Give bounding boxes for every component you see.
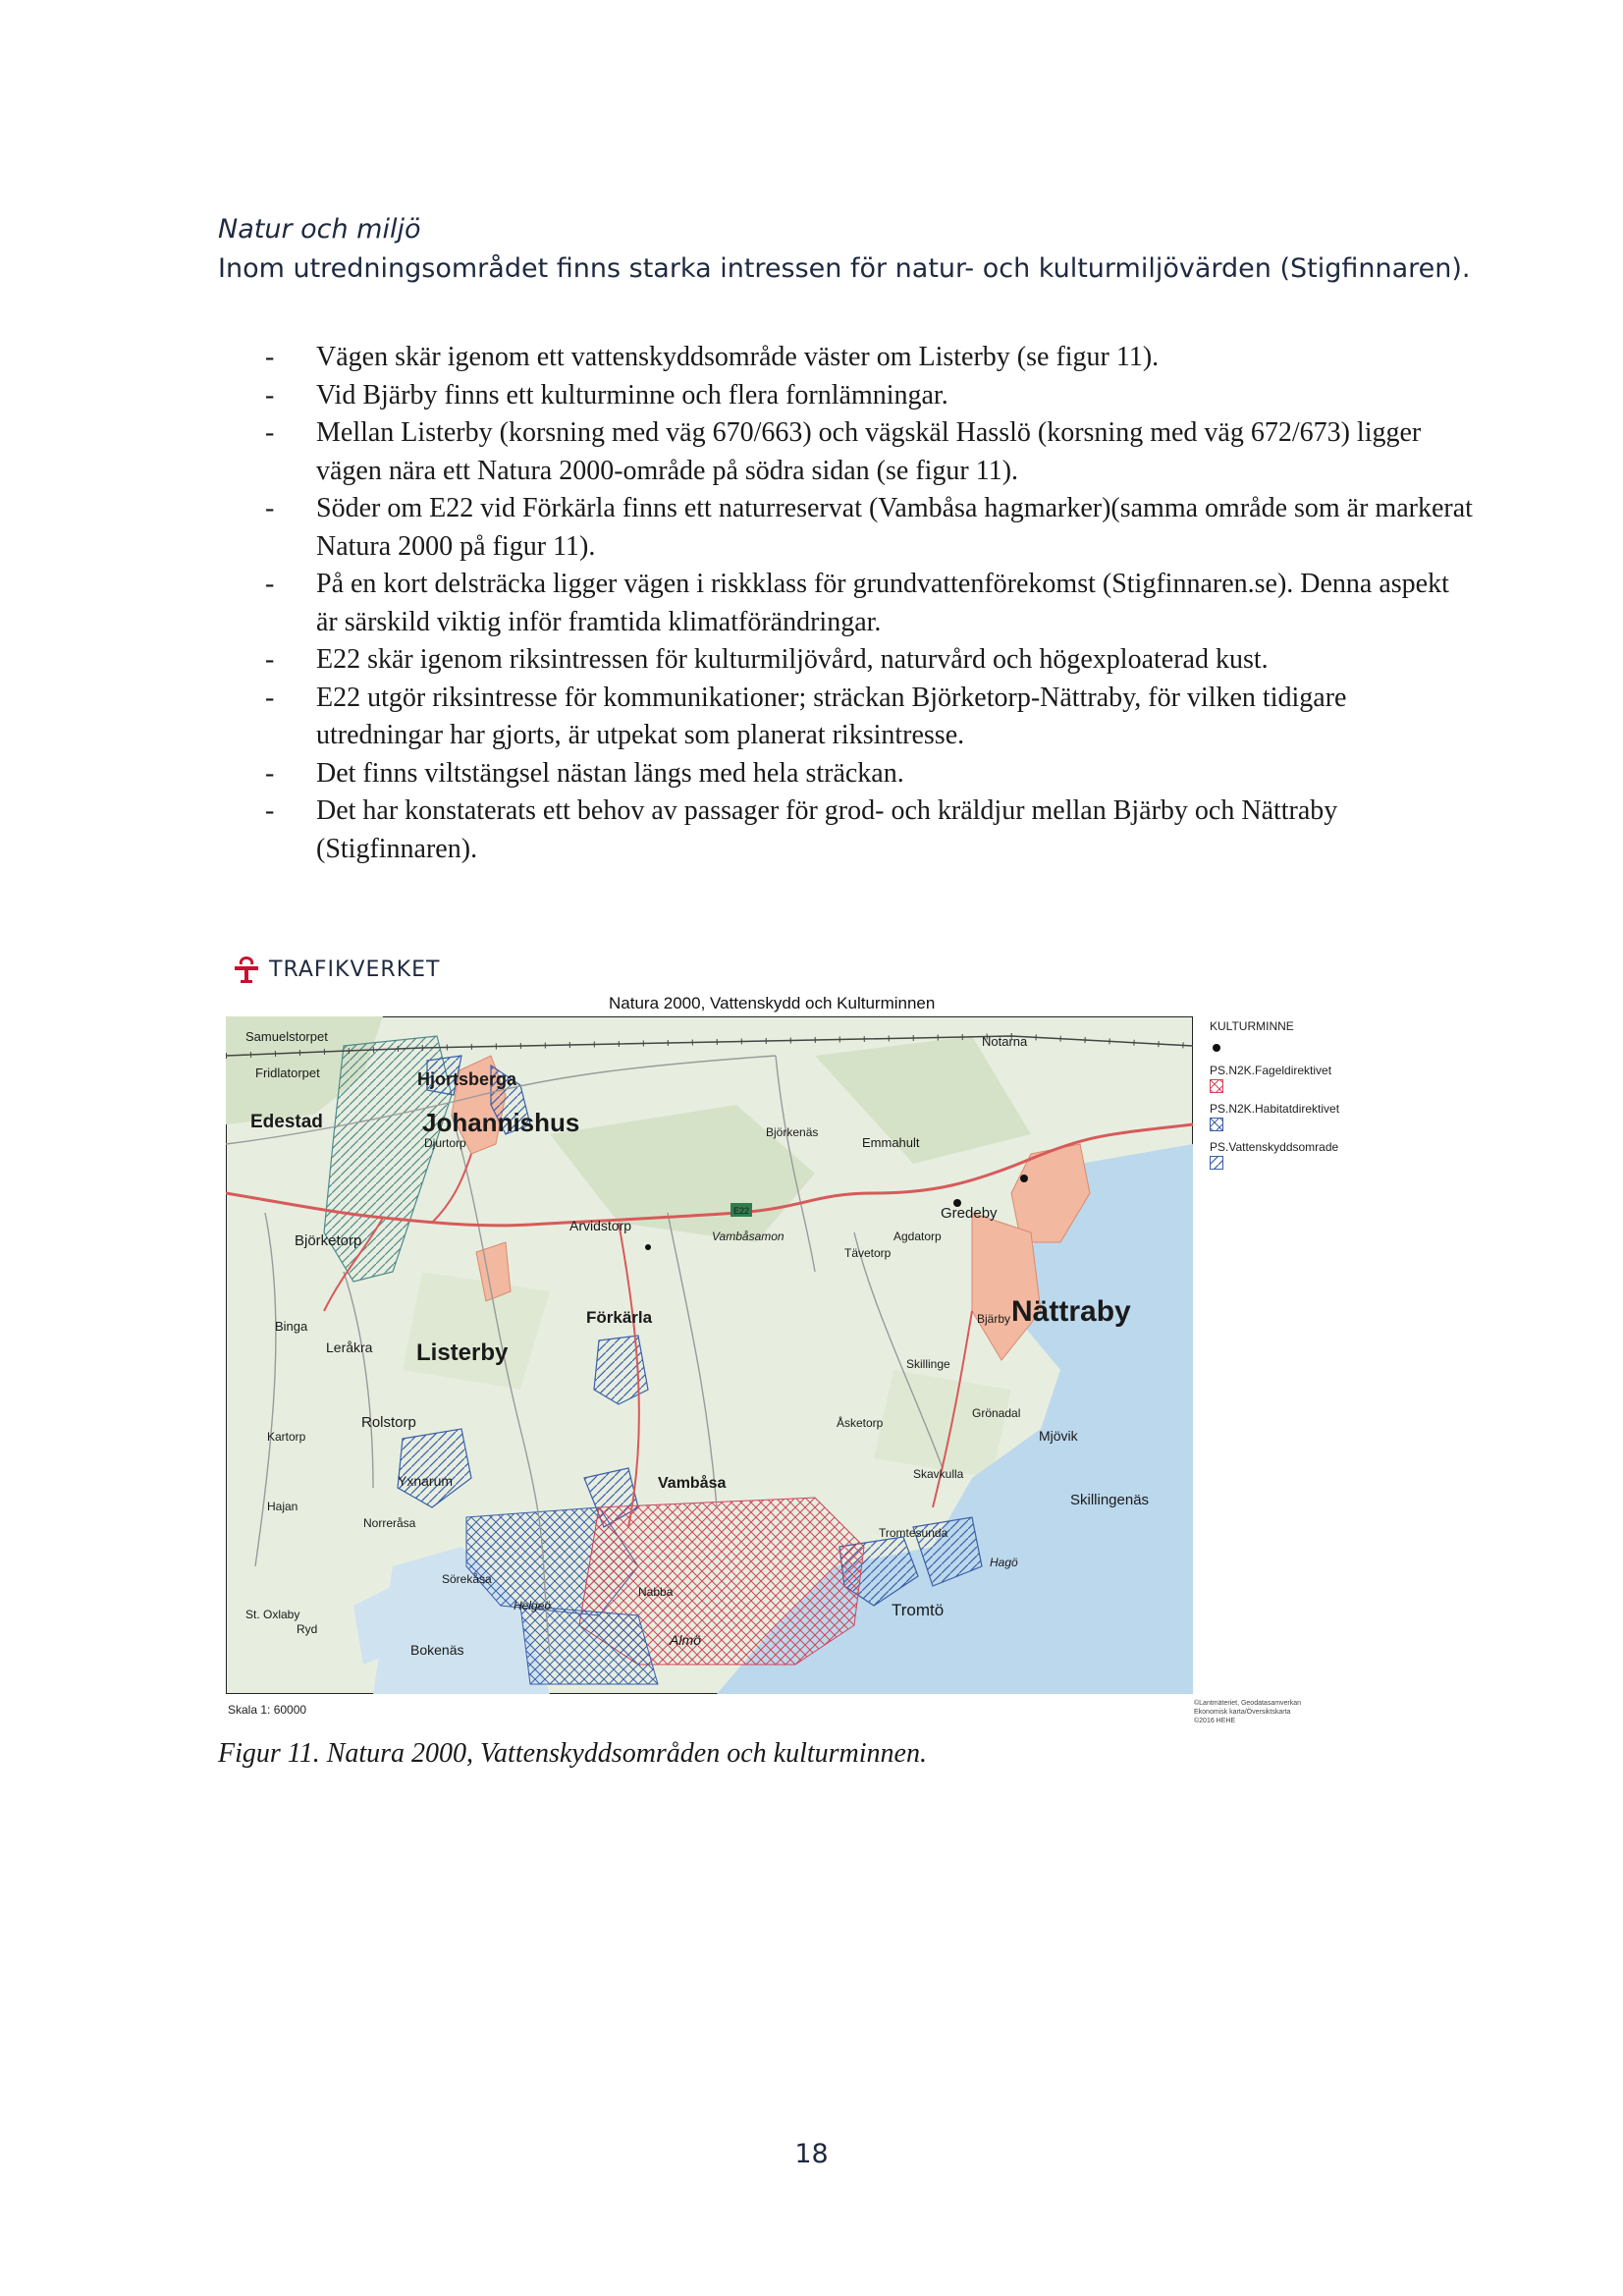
legend-item [1210,1019,1339,1033]
road-shield-label: E22 [732,1206,750,1216]
place-label: Förkärla [586,1308,653,1327]
legend-label: KULTURMINNE [1210,1019,1294,1033]
map-title: Natura 2000, Vattenskydd och Kulturminnen [609,994,936,1012]
place-label: Mjövik [1039,1428,1078,1444]
list-item: - På en kort delsträcka ligger vägen i riskklass för grundvattenförekomst (Stigfinnaren.se). Denna aspekt är särskild viktig inför framtida klimatförändringar. [265,566,1473,641]
map [226,1016,1193,1694]
list-item: - Vägen skär igenom ett vattenskyddsområde väster om Listerby (se figur 11). [265,339,1473,377]
place-label: Skavkulla [913,1467,964,1481]
forest-area [874,1370,1011,1478]
place-label: Björketorp [295,1232,362,1249]
legend-item [1210,1039,1339,1058]
legend-item [1210,1102,1339,1134]
place-label: Vambåsa [658,1475,727,1492]
list-item: - Söder om E22 vid Förkärla finns ett naturreservat (Vambåsa hagmarker)(samma område som är markerat Natura 2000 på figur 11). [265,490,1473,566]
map-credits [1194,1699,1312,1725]
place-label: Björkenäs [766,1125,819,1139]
trafikverket-logo [232,953,440,986]
list-item: - Vid Bjärby finns ett kulturminne och flera fornlämningar. [265,377,1473,415]
place-label: Grönadal [972,1406,1021,1420]
legend-blue-crosshatch-icon [1210,1118,1223,1131]
place-label: Notarna [982,1034,1028,1049]
place-label: Gredeby [941,1205,998,1222]
place-label: Yxnarum [398,1473,454,1489]
list-item: - Mellan Listerby (korsning med väg 670/663) och vägskäl Hasslö (korsning med väg 672/673) ligger vägen nära ett Natura 2000-område på södra sidan (se figur 11). [265,414,1473,490]
place-label: Leråkra [326,1339,373,1355]
place-label: Emmahult [862,1135,920,1150]
place-label: Johannishus [422,1108,580,1137]
bullet-list [265,339,1473,868]
place-label: Tromtesunda [879,1526,948,1540]
place-label: Djurtorp [424,1136,466,1150]
legend-blue-diagonal-icon [1210,1156,1223,1170]
legend-item [1210,1140,1339,1173]
legend-item [1210,1064,1339,1096]
list-item: - E22 utgör riksintresse för kommunikationer; sträckan Björketorp-Nättraby, för vilken tidigare utredningar har gjorts, är utpekat som planerat riksintresse. [265,680,1473,755]
place-label: Tävetorp [844,1246,892,1260]
habitat-area [520,1606,658,1684]
place-label: Binga [275,1319,308,1334]
legend-red-crosshatch-icon [1210,1079,1223,1093]
place-label: Hjortsberga [417,1069,517,1089]
list-item: - E22 skär igenom riksintressen för kulturmiljövård, naturvård och högexploaterad kust. [265,641,1473,680]
place-label: Samuelstorpet [245,1029,328,1044]
place-label: Bokenäs [410,1642,464,1658]
place-label: Almö [670,1632,701,1648]
map-legend [1210,1019,1339,1178]
section-heading: Natur och miljö [218,214,421,245]
place-label: St. Oxlaby [245,1608,300,1621]
trafikverket-logo-icon [232,953,261,986]
credit-line: ©Lantmäteriet, Geodatasamverkan [1194,1700,1302,1707]
place-label: Åsketorp [837,1416,884,1430]
place-label: Arvidstorp [569,1218,632,1233]
place-label: Listerby [416,1339,509,1366]
list-item: - Det har konstaterats ett behov av passager för grod- och kräldjur mellan Bjärby och Nättraby (Stigfinnaren). [265,793,1473,868]
map-scale: Skala 1: 60000 [228,1703,307,1717]
place-label: Vambåsamon [712,1230,784,1243]
place-label: Bjärby [977,1312,1011,1326]
monument-dot [1020,1175,1028,1182]
place-label: Norreråsa [363,1516,416,1530]
legend-label: PS.Vattenskyddsomrade [1210,1140,1339,1154]
place-label: Nättraby [1011,1295,1131,1328]
credit-line: ©2016 HEHE [1194,1718,1236,1724]
place-label: Hagö [990,1556,1018,1569]
place-label: Fridlatorpet [255,1066,320,1080]
section-intro: Inom utredningsområdet finns starka intressen för natur- och kulturmiljövärden (Stigfinnaren). [218,253,1471,284]
credit-line: Ekonomisk karta/Översiktskarta [1194,1709,1291,1716]
place-label: Edestad [250,1112,323,1132]
monument-dot [645,1244,651,1250]
place-label: Nabba [638,1585,674,1599]
legend-label: PS.N2K.Habitatdirektivet [1210,1102,1340,1116]
place-label: Agdatorp [893,1230,942,1243]
place-label: Ryd [297,1622,318,1636]
place-label: Tromtö [892,1601,945,1619]
page-number: 18 [794,2139,829,2169]
legend-dot-icon [1210,1041,1223,1055]
place-label: Skillingenäs [1070,1492,1150,1508]
place-label: Skillinge [906,1357,950,1371]
logo-text: TRAFIKVERKET [269,957,441,982]
water-protection-area [594,1336,648,1404]
place-label: Sörekåsa [442,1572,492,1586]
place-label: Hajan [267,1500,298,1513]
place-label: Helgeö [514,1599,552,1613]
legend-label: PS.N2K.Fageldirektivet [1210,1064,1332,1077]
place-label: Rolstorp [361,1414,416,1431]
figure-caption: Figur 11. Natura 2000, Vattenskyddsområden och kulturminnen. [218,1738,927,1769]
place-label: Kartorp [267,1430,306,1444]
list-item: - Det finns viltstängsel nästan längs med hela sträckan. [265,755,1473,793]
